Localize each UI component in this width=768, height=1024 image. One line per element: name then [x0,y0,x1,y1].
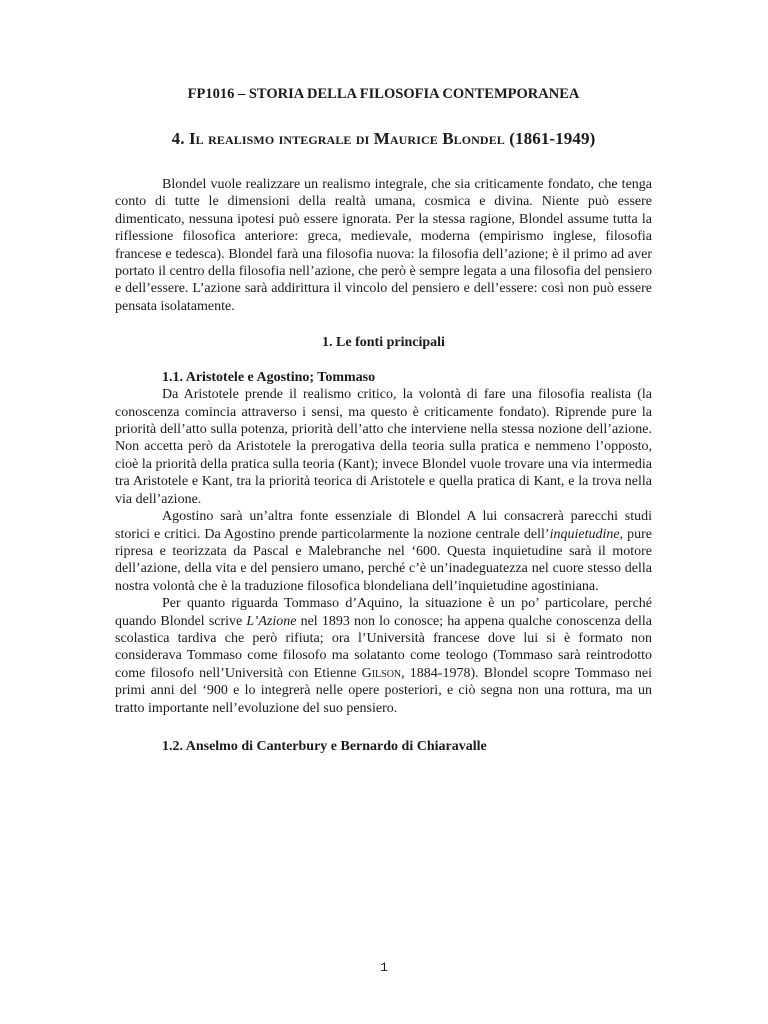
paragraph-aristotele: Da Aristotele prende il realismo critico, la volontà di fare una filosofia realista (la conoscenza comincia attraverso i sensi, ma questo è criticamente fondato). Riprende pure la priorità dell’atto sulla potenza, priorità dell’atto che interviene nella stessa nozione dell’azione. Non accetta però da Aristotele la prerogativa della teoria sulla pratica e nemmeno l’opposto, cioè la priorità della pratica sulla teoria (Kant); invece Blondel vuole trovare una via intermedia tra Aristotele e Kant, tra la priorità teorica di Aristotele e quella pratica di Kant, e la trova nella via dell’azione. [115,387,652,507]
chapter-title: 4. Il realismo integrale di Maurice Blondel (1861-1949) [171,129,596,148]
paragraph-agostino-text-2: , pure ripresa e teorizzata da Pascal e Malebranche nel ‘600. Questa inquietudine sarà il motore dell’azione, della vita e del pensiero umano, perché c’è un’inadeguatezza nel cuore stesso della nostra volontà che è la traduzione filosofica blondeliana dell’inquietudine agostiniana. [115,526,652,594]
subsection-heading-anselmo: 1.2. Anselmo di Canterbury e Bernardo di Chiaravalle [162,738,487,754]
author-gilson: Gilson [361,665,402,681]
page-number: 1 [380,960,388,975]
course-title: FP1016 – STORIA DELLA FILOSOFIA CONTEMPORANEA [187,86,580,102]
paragraph-tommaso-text-2: nel 1893 non lo conosce; ha appena qualche conoscenza della scolastica tardiva che però rifiuta; ora l’Università francese dove lui si è formato non considerava Tommaso come filosofo ma solatanto come teologo (Tommaso sarà reintrodotto come filosofo nell’Università con Etienne [115,613,652,681]
paragraph-tommaso-text-1: Per quanto riguarda Tommaso d’Aquino, la situazione è un po’ particolare, perché quando Blondel scrive [115,596,652,629]
page-content [115,86,652,755]
section-heading-fonti: 1. Le fonti principali [322,335,445,351]
paragraph-agostino-text-1: Agostino sarà un’altra fonte essenziale di Blondel A lui consacrerà parecchi studi storici e critici. Da Agostino prende particolarmente la nozione centrale dell’ [115,509,652,542]
paragraph-tommaso-text-3: , 1884-1978). Blondel scopre Tommaso nei primi anni del ‘900 e lo integrerà nelle opere posteriori, e ciò segna non una rottura, ma un tratto importante nell’evoluzione del suo pensiero. [115,665,652,716]
term-inquietudine: inquietudine [549,526,620,542]
intro-paragraph: Blondel vuole realizzare un realismo integrale, che sia criticamente fondato, che tenga conto di tutte le dimensioni della realtà umana, cosmica e divina. Niente può essere dimenticato, nessuna ipotesi può essere ignorata. Per la stessa ragione, Blondel assume tutta la riflessione filosofica anteriore: greca, medievale, moderna (empirismo inglese, filosofia francese e tedesca). Blondel farà una filosofia nuova: la filosofia dell’azione; è il primo ad aver portato il centro della filosofia nell’azione, che però è sempre legata a una filosofia del pensiero e dell’essere. L’azione sarà addirittura il vincolo del pensiero e dell’essere: così non può essere pensata isolatamente. [115,177,652,314]
paragraph-tommaso [115,595,652,717]
subsection-heading-aristotele: 1.1. Aristotele e Agostino; Tommaso [162,370,376,386]
paragraph-agostino [115,508,652,595]
book-title-azione: L’Azione [246,613,297,629]
